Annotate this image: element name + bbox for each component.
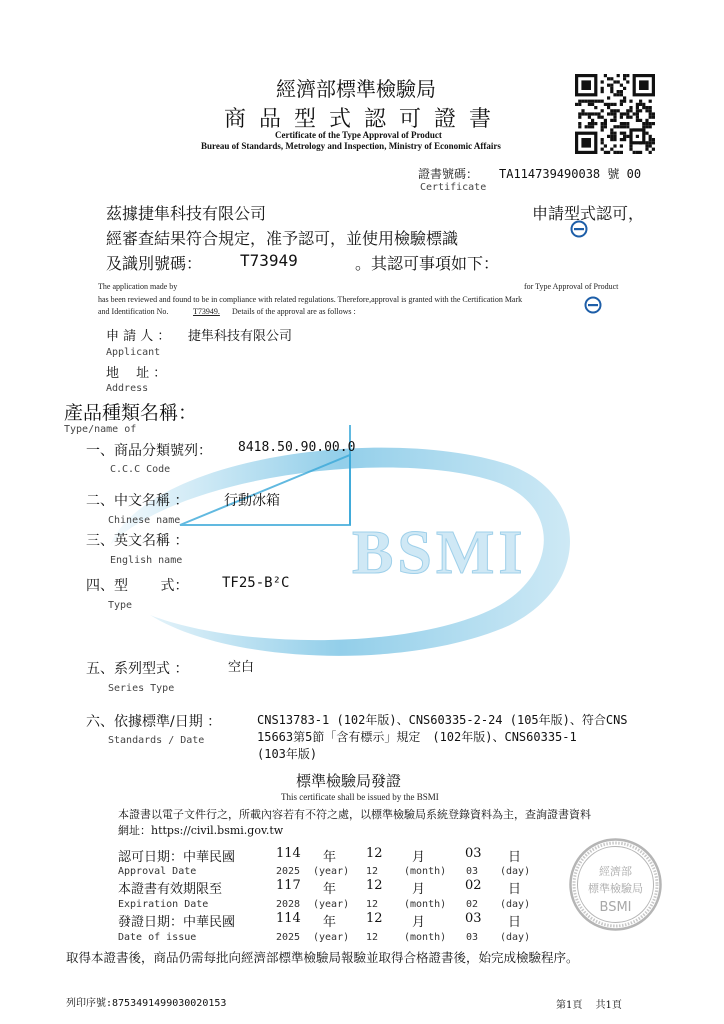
- certification-mark-icon-small: [584, 296, 602, 314]
- chinese-name-label: 二、中文名稱 ：: [86, 493, 189, 509]
- expiration-roc-year: 117: [276, 878, 301, 893]
- issue-date-label-en: Date of issue: [118, 932, 197, 943]
- expiration-day-en: 02: [466, 899, 479, 910]
- expiration-date-label: 本證書有效期限至: [118, 882, 223, 897]
- expiration-ad-year: 2028: [276, 899, 301, 910]
- approval-year-unit: 年: [323, 850, 337, 865]
- approval-month: 12: [366, 846, 383, 861]
- approval-day-unit: 日: [508, 850, 522, 865]
- approval-date-label: 認可日期：中華民國: [118, 850, 236, 865]
- issue-date-label: 發證日期：中華民國: [118, 915, 236, 930]
- intro-line1: 茲據捷隼科技有限公司: [106, 204, 267, 223]
- bsmi-watermark: [90, 425, 610, 675]
- certificate-number-label-en: Certificate: [420, 182, 487, 193]
- intro-line3-prefix: 及識別號碼：: [106, 254, 203, 273]
- approval-day-en: 03: [466, 866, 479, 877]
- expiration-month-unit-en: (month): [404, 899, 447, 910]
- ccc-code-value: 8418.50.90.00.0: [238, 440, 356, 455]
- identification-code: T73949: [240, 251, 298, 270]
- issue-month-unit-en: (month): [404, 932, 447, 943]
- intro-en-line1: The application made by: [98, 282, 178, 291]
- standards-label-en: Standards / Date: [108, 735, 205, 746]
- expiration-date-label-en: Expiration Date: [118, 899, 209, 910]
- issue-year-unit-en: (year): [313, 932, 350, 943]
- approval-day-unit-en: (day): [500, 866, 531, 877]
- expiration-day-unit-en: (day): [500, 899, 531, 910]
- bsmi-seal: [568, 837, 663, 932]
- approval-date-label-en: Approval Date: [118, 866, 197, 877]
- issue-month-en: 12: [366, 932, 379, 943]
- expiration-year-unit: 年: [323, 882, 337, 897]
- certificate-title-en: Certificate of the Type Approval of Product: [275, 130, 442, 140]
- agency-name-en: Bureau of Standards, Metrology and Inspection, Ministry of Economic Affairs: [201, 141, 501, 151]
- print-serial: 列印序號:8753491499030020153: [66, 998, 227, 1009]
- english-name-label-en: English name: [110, 555, 183, 566]
- intro-line2: 經審查結果符合規定，准予認可，並使用檢驗標識: [106, 229, 459, 248]
- approval-day: 03: [465, 846, 482, 861]
- type-label-en: Type: [108, 600, 133, 611]
- expiration-month-unit: 月: [412, 882, 426, 897]
- chinese-name-label-en: Chinese name: [108, 515, 181, 526]
- certificate-number-label: 證書號碼：: [418, 167, 479, 181]
- intro-en-line1-right: for Type Approval of Product: [524, 282, 619, 291]
- expiration-month-en: 12: [366, 899, 379, 910]
- issuer-en: This certificate shall be issued by the BSMI: [281, 792, 439, 802]
- issue-month-unit: 月: [412, 915, 426, 930]
- series-type-label-en: Series Type: [108, 683, 175, 694]
- certificate-number: TA114739490038 號 00: [499, 167, 642, 181]
- intro-line3-suffix: 。其認可事項如下：: [355, 254, 500, 273]
- issue-roc-year: 114: [276, 911, 301, 926]
- page-number: 第1頁 共1頁: [556, 1000, 622, 1011]
- footer-note: 取得本證書後，商品仍需每批向經濟部標準檢驗局報驗並取得合格證書後，始完成檢驗程序。: [66, 950, 579, 965]
- standards-line3: (103年版): [257, 747, 318, 761]
- expiration-month: 12: [366, 878, 383, 893]
- address-label-en: Address: [106, 383, 149, 394]
- approval-roc-year: 114: [276, 846, 301, 861]
- issue-ad-year: 2025: [276, 932, 301, 943]
- issue-year-unit: 年: [323, 915, 337, 930]
- notice-line1: 本證書以電子文件行之，所載內容若有不符之處，以標準檢驗局系統登錄資料為主，查詢證書資料: [118, 808, 591, 821]
- series-type-label: 五、系列型式 ：: [86, 661, 189, 677]
- seal-line3: BSMI: [599, 900, 632, 915]
- expiration-year-unit-en: (year): [313, 899, 350, 910]
- type-label: 四、型 式：: [86, 578, 189, 594]
- issue-month: 12: [366, 911, 383, 926]
- standards-label: 六、依據標準/日期 ：: [86, 714, 222, 730]
- address-label: 地 址 ：: [106, 366, 167, 381]
- expiration-day: 02: [465, 878, 482, 893]
- issue-day-unit: 日: [508, 915, 522, 930]
- chinese-name-value: 行動冰箱: [224, 493, 280, 509]
- intro-line1-right: 申請型式認可，: [532, 204, 645, 223]
- standards-line1: CNS13783-1 (102年版)、CNS60335-2-24 (105年版)、符合CNS: [257, 713, 628, 727]
- approval-ad-year: 2025: [276, 866, 301, 877]
- seal-line1: 經濟部: [599, 865, 632, 878]
- english-name-label: 三、英文名稱 ：: [86, 533, 189, 549]
- series-type-value: 空白: [228, 660, 255, 675]
- intro-en-line3-prefix: and Identification No.: [98, 307, 169, 316]
- qr-code: [575, 74, 655, 154]
- intro-en-line2: has been reviewed and found to be in compliance with related regulations. Therefore,approval is granted with the Certification Mark: [98, 295, 523, 304]
- standards-line2: 15663第5節「含有標示」規定 (102年版)、CNS60335-1: [257, 730, 577, 744]
- product-type-heading: 產品種類名稱：: [64, 402, 198, 424]
- intro-en-line3-suffix: Details of the approval are as follows :: [232, 307, 356, 316]
- applicant-label: 申 請 人 ：: [106, 329, 171, 344]
- approval-month-unit-en: (month): [404, 866, 447, 877]
- notice-line2: 網址：https://civil.bsmi.gov.tw: [118, 824, 284, 837]
- approval-month-unit: 月: [412, 850, 426, 865]
- certification-mark-icon: [570, 220, 588, 238]
- expiration-day-unit: 日: [508, 882, 522, 897]
- seal-line2: 標準檢驗局: [588, 882, 643, 895]
- agency-name-zh: 經濟部標準檢驗局: [276, 77, 436, 101]
- product-type-heading-en: Type/name of: [64, 424, 137, 435]
- approval-year-unit-en: (year): [313, 866, 350, 877]
- issuer-zh: 標準檢驗局發證: [296, 772, 402, 790]
- issue-day-unit-en: (day): [500, 932, 531, 943]
- issue-day-en: 03: [466, 932, 479, 943]
- ccc-code-label-en: C.C.C Code: [110, 464, 171, 475]
- approval-month-en: 12: [366, 866, 379, 877]
- certificate-title-zh: 商 品 型 式 認 可 證 書: [224, 107, 494, 132]
- watermark-text: BSMI: [352, 519, 527, 587]
- applicant-value: 捷隼科技有限公司: [188, 329, 293, 344]
- issue-day: 03: [465, 911, 482, 926]
- ccc-code-label: 一、商品分類號列：: [86, 443, 212, 459]
- intro-en-id-code: T73949.: [193, 307, 220, 316]
- applicant-label-en: Applicant: [106, 347, 161, 358]
- type-value: TF25-B²C: [222, 575, 290, 591]
